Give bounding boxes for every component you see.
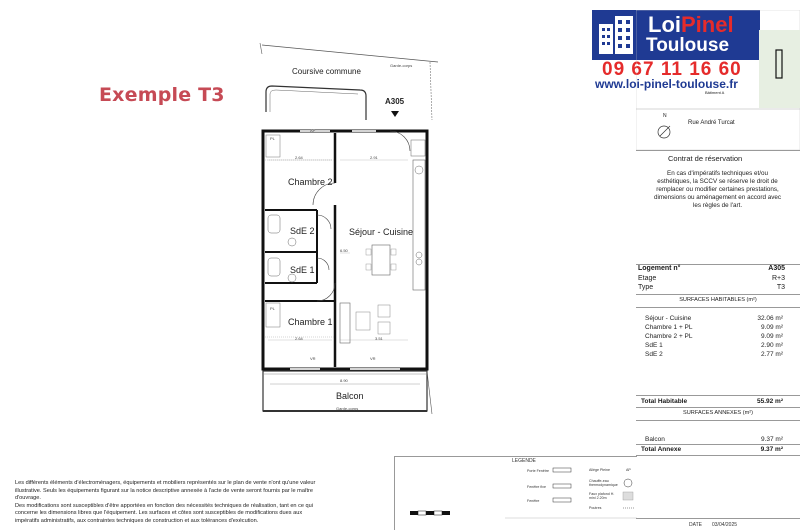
- brand-url[interactable]: www.loi-pinel-toulouse.fr: [595, 77, 738, 91]
- legend-title: LEGENDE: [512, 458, 536, 464]
- dim-chambre-2: 2.64: [295, 155, 303, 160]
- disclaimer-line: d'ouvrage.: [15, 495, 41, 502]
- room-sejour: Séjour - Cuisine: [349, 227, 414, 237]
- building-name: Bâtiment A: [705, 90, 725, 95]
- total-annexe-value: 9.37 m²: [760, 446, 783, 453]
- disclaimer: [15, 480, 375, 526]
- contract-line: remplacer ou modifier certaines prestations,: [656, 186, 779, 193]
- surfaces-habitables-title: SURFACES HABITABLES (m²): [679, 297, 757, 303]
- divider: [636, 294, 800, 295]
- logement-label: [638, 265, 680, 272]
- divider: [636, 444, 800, 445]
- room-chambre-2: Chambre 2: [288, 177, 333, 187]
- logement-label-text: Logement n°: [638, 265, 681, 272]
- disclaimer-line: Les différents éléments d'électroménagers, équipements et mobiliers représentés sur le plan de vente n'ont qu'une valeur: [15, 480, 316, 486]
- entry-bump: [266, 86, 366, 120]
- disclaimer-line: Des modifications sont susceptibles d'être apportées en fonction des nécessités techniques de réalisation, tant en ce qui: [15, 502, 314, 509]
- legend-fenetre-fixe: Fenêtre fixe: [527, 485, 546, 489]
- annexe-value: 9.37 m²: [760, 436, 783, 443]
- contract-title: Contrat de réservation: [668, 154, 743, 163]
- total-annexe-label: Total Annexe: [641, 446, 682, 453]
- street-name: Rue André Turcat: [688, 120, 735, 126]
- dim-balcon: 8.90: [340, 378, 348, 383]
- coursive-side: [430, 62, 432, 120]
- total-habitable-label: Total Habitable: [641, 398, 688, 405]
- type-label: Type: [638, 284, 654, 291]
- contract-line: les règles de l'art.: [692, 202, 743, 209]
- pl-mark-bottom: PL: [270, 306, 275, 311]
- dim-sejour-2: 3.51: [375, 336, 383, 341]
- divider: [636, 420, 800, 421]
- surface-label: Chambre 2 + PL: [645, 333, 693, 340]
- surface-label: SdE 2: [645, 351, 663, 358]
- lot-label: A305: [385, 97, 405, 106]
- date-value: 03/04/2025: [712, 522, 738, 528]
- surface-label: Séjour - Cuisine: [645, 315, 692, 322]
- brand-name-part1: Loi: [648, 12, 681, 37]
- brand-phone[interactable]: 09 67 11 16 60: [602, 59, 742, 80]
- garde-corps-bottom: Garde-corps: [336, 406, 359, 411]
- contract-line: dimensions ou aménagement en accord avec: [653, 194, 782, 201]
- divider: [636, 395, 800, 396]
- surface-label: Chambre 1 + PL: [645, 324, 693, 331]
- legend-allege-pleine: Allège Pleine: [589, 468, 610, 472]
- legend-symbols: [505, 455, 640, 525]
- north-arrow-icon: [658, 126, 670, 138]
- example-title: Exemple T3: [99, 84, 225, 106]
- vr-mark-2: VR: [370, 356, 376, 361]
- divider: [636, 407, 800, 408]
- divider: [636, 307, 800, 308]
- legend-fenetre: Fenêtre: [527, 499, 540, 503]
- room-sde-2: SdE 2: [290, 226, 315, 236]
- disclaimer-line: illustrative. Seuls les équipements figurant sur la notice descriptive annexée à l'acte de vente seront fournis par le maître: [15, 487, 314, 494]
- pl-mark-top: PL: [270, 136, 275, 141]
- disclaimer-line: concerne les dimensions libres que l'équipement. Les surfaces et côtes sont susceptibles de modifications dues aux: [15, 510, 303, 517]
- dim-wall: 6.50: [340, 248, 348, 253]
- disclaimer-line: impératifs administratifs, aux contraintes techniques de construction et aux tolérances d'exécution.: [15, 517, 259, 524]
- brand-name-part2: Pinel: [681, 12, 734, 37]
- type-value: T3: [776, 284, 785, 291]
- legend-chauffe-eau: Chauffe-eau thermodynamique: [589, 479, 618, 487]
- coursive-tick: [260, 43, 262, 54]
- room-balcon: Balcon: [336, 391, 364, 401]
- divider: [636, 455, 800, 456]
- scale-bar: [410, 509, 470, 519]
- coursive-label: Coursive commune: [292, 67, 361, 76]
- coursive-edge: [262, 45, 438, 62]
- building-icon: [597, 14, 637, 56]
- dim-chambre-1: 2.64: [295, 336, 303, 341]
- garde-corps-top: Garde-corps: [390, 63, 413, 68]
- logement-value: A305: [768, 265, 785, 272]
- north-label: N: [663, 113, 667, 119]
- dim-sejour: 2.91: [370, 155, 378, 160]
- legend-porte-fenetre: Porte Fenêtre: [527, 469, 549, 473]
- surface-label: SdE 1: [645, 342, 663, 349]
- divider: [636, 518, 800, 519]
- surface-value: 9.09 m²: [760, 324, 783, 331]
- legend-faux-plafond: Faux plafond H. mini 2.20m: [589, 492, 615, 500]
- ap-mark: AP: [310, 128, 316, 133]
- room-sde-1: SdE 1: [290, 265, 315, 275]
- surface-value: 2.90 m²: [760, 342, 783, 349]
- legend-poutres: Poutres: [589, 506, 602, 510]
- surface-value: 2.77 m²: [760, 351, 783, 358]
- site-plan: [636, 10, 800, 150]
- room-chambre-1: Chambre 1: [288, 317, 333, 327]
- brand-city: Toulouse: [646, 35, 730, 56]
- surface-value: 9.09 m²: [760, 333, 783, 340]
- surfaces-annexes-title: SURFACES ANNEXES (m²): [683, 410, 753, 416]
- date-label: DATE: [689, 522, 702, 528]
- contract-line: En cas d'impératifs techniques et/ou: [667, 170, 768, 177]
- legend-ap: AP: [626, 468, 631, 472]
- etage-label: Etage: [638, 275, 657, 282]
- contract-line: esthétiques, la SCCV se réserve le droit de: [657, 178, 778, 185]
- total-habitable-value: 55.92 m²: [756, 398, 783, 405]
- etage-value: R+3: [771, 275, 785, 282]
- entry-arrow: [391, 111, 399, 117]
- vr-mark-1: VR: [310, 356, 316, 361]
- contract-text: [640, 170, 795, 210]
- annexe-label: Balcon: [645, 436, 665, 443]
- surface-value: 32.06 m²: [757, 315, 783, 322]
